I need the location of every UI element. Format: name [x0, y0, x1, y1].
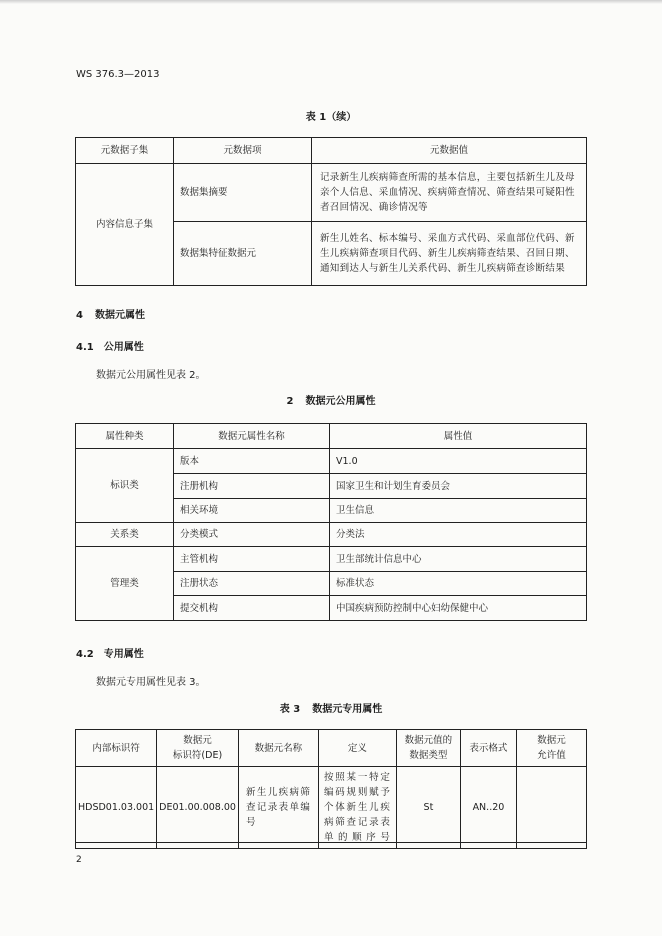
table3-data-type-cell: St — [396, 767, 460, 849]
table2-caption — [0, 394, 662, 410]
table2-name-cell: 提交机构 — [174, 596, 330, 621]
section-number: 4.1 — [76, 342, 94, 353]
table2-header-value: 属性值 — [330, 424, 587, 449]
table2-value-cell: V1.0 — [330, 449, 587, 474]
section-title: 专用属性 — [103, 649, 144, 660]
table1-header-value: 元数据值 — [312, 138, 587, 164]
section-4-2-body: 数据元专用属性见表 3。 — [96, 677, 206, 688]
table2-category-cell: 管理类 — [76, 547, 174, 621]
table3-header-definition: 定义 — [318, 730, 396, 767]
table2-value-cell: 分类法 — [330, 523, 587, 547]
table3-name-cell: 新生儿疾病筛查记录表单编号 — [238, 767, 318, 849]
table3-internal-id-cell: HDSD01.03.001 — [76, 767, 157, 849]
table2-value-cell: 卫生部统计信息中心 — [330, 547, 587, 572]
table1-value-cell: 新生儿姓名、标本编号、采血方式代码、采血部位代码、新生儿疾病筛查项目代码、新生儿疾病筛查结果、召回日期、通知到达人与新生儿关系代码、新生儿疾病筛查诊断结果 — [312, 222, 587, 286]
table3-header-data-type: 数据元值的 数据类型 — [396, 730, 460, 767]
table2-header-category: 属性种类 — [76, 424, 174, 449]
table3-definition-cell: 按照某一特定编码规则赋予个体新生儿疾病筛查记录表单的顺序号 — [318, 767, 396, 849]
table3-caption — [0, 702, 662, 718]
table3-header-name: 数据元名称 — [238, 730, 318, 767]
table1-item-cell: 数据集特征数据元 — [174, 222, 312, 286]
table2-name-cell: 主管机构 — [174, 547, 330, 572]
section-4-1-heading — [76, 340, 144, 356]
table3-header-internal-id: 内部标识符 — [76, 730, 157, 767]
table3-header-de-id: 数据元 标识符(DE) — [157, 730, 239, 767]
table2-value-cell: 国家卫生和计划生育委员会 — [330, 474, 587, 499]
table2 — [75, 423, 587, 621]
table3-format-cell: AN..20 — [460, 767, 516, 849]
table2-name-cell: 注册机构 — [174, 474, 330, 499]
table1-header-subset: 元数据子集 — [76, 138, 174, 164]
table2-name-cell: 注册状态 — [174, 572, 330, 596]
table-number: 2 — [286, 396, 294, 407]
table3-de-id-cell: DE01.00.008.00 — [157, 767, 239, 849]
footer-rule — [75, 842, 587, 843]
table1-caption: 表 1（续） — [305, 112, 357, 123]
table3-allowed-values-cell — [516, 767, 586, 849]
table2-name-cell: 分类模式 — [174, 523, 330, 547]
table-title: 数据元公用属性 — [305, 396, 376, 407]
section-4-1-body: 数据元公用属性见表 2。 — [96, 370, 206, 381]
table-title: 数据元专用属性 — [312, 704, 383, 715]
table3-header-allowed-values: 数据元 允许值 — [516, 730, 586, 767]
table1-item-cell: 数据集摘要 — [174, 164, 312, 222]
section-title: 公用属性 — [103, 342, 144, 353]
table1-group-cell: 内容信息子集 — [76, 164, 174, 286]
section-title: 数据元属性 — [94, 310, 145, 321]
table2-value-cell: 中国疾病预防控制中心妇幼保健中心 — [330, 596, 587, 621]
table-number: 表 3 — [279, 704, 301, 715]
table2-value-cell: 卫生信息 — [330, 499, 587, 523]
table1-value-cell: 记录新生儿疾病筛查所需的基本信息，主要包括新生儿及母亲个人信息、采血情况、疾病筛查情况、筛查结果可疑阳性者召回情况、确诊情况等 — [312, 164, 587, 222]
section-4-2-heading — [76, 647, 144, 663]
page-number: 2 — [76, 855, 82, 865]
table3-header-format: 表示格式 — [460, 730, 516, 767]
table2-header-name: 数据元属性名称 — [174, 424, 330, 449]
table2-name-cell: 相关环境 — [174, 499, 330, 523]
table3 — [75, 729, 587, 849]
section-4-heading — [76, 308, 145, 324]
table1 — [75, 137, 587, 286]
table2-category-cell: 标识类 — [76, 449, 174, 523]
section-number: 4.2 — [76, 649, 94, 660]
table1-header-item: 元数据项 — [174, 138, 312, 164]
standard-code-header: WS 376.3—2013 — [76, 69, 160, 80]
table2-name-cell: 版本 — [174, 449, 330, 474]
section-number: 4 — [76, 310, 83, 321]
table2-value-cell: 标准状态 — [330, 572, 587, 596]
table2-category-cell: 关系类 — [76, 523, 174, 547]
